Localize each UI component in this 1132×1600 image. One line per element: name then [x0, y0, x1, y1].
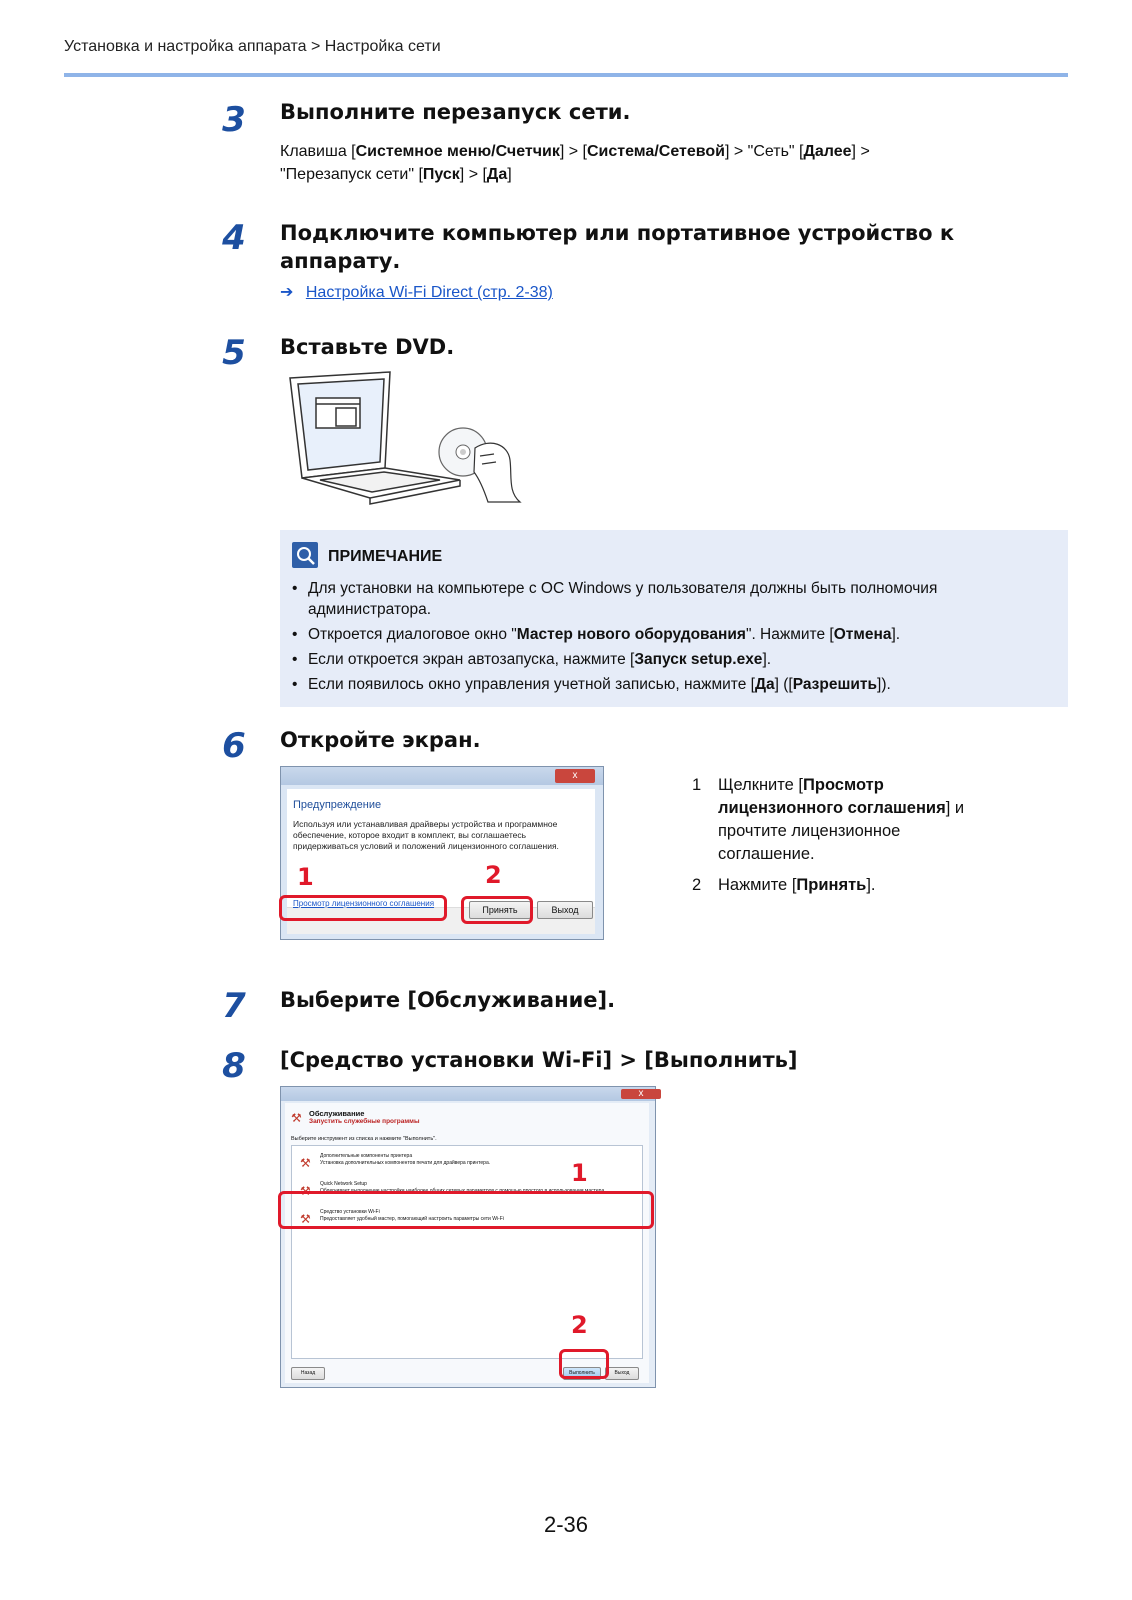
highlight-run-button [559, 1349, 609, 1379]
license-dialog [280, 766, 604, 940]
step-3-instructions: Клавиша [Системное меню/Счетчик] > [Система/Сетевой] > "Сеть" [Далее] > "Перезапуск сети" [Пуск] > [Да] [280, 143, 870, 183]
page-number: 2-36 [543, 1512, 589, 1537]
note-item: • Откроется диалоговое окно "Мастер нового оборудования". Нажмите [Отмена]. [290, 624, 1050, 645]
header-rule [64, 73, 1068, 77]
license-link[interactable]: Просмотр лицензионного соглашения [293, 899, 435, 908]
exit-button[interactable]: Выход [605, 1367, 639, 1380]
exit-button[interactable]: Выход [537, 901, 593, 919]
tools-icon: ⚒ [291, 1111, 302, 1125]
dialog-instruction: Выберите инструмент из списка и нажмите "Выполнить". [291, 1136, 437, 1142]
hand-icon [474, 443, 520, 502]
close-button[interactable]: x [555, 769, 595, 783]
callout-2: 2 [571, 1311, 588, 1339]
accept-button[interactable]: Принять [469, 901, 531, 919]
arrow-right-icon: ➔ [280, 284, 294, 301]
dialog-heading: Обслуживание [309, 1109, 365, 1118]
laptop-dvd-illustration [280, 368, 530, 508]
tool-desc: Предоставляет удобный мастер, помогающий настроить параметры сети Wi-Fi [320, 1216, 504, 1222]
note-title: ПРИМЕЧАНИЕ [328, 548, 443, 565]
step-6-title: Откройте экран. [280, 728, 481, 752]
back-button[interactable]: Назад [291, 1367, 325, 1380]
tool-desc: Установка дополнительных компонентов печати для драйвера принтера. [320, 1160, 491, 1166]
callout-1: 1 [571, 1159, 588, 1187]
note-list [290, 578, 1050, 699]
step-6-instructions: 1 Щелкните [Просмотр лицензионного соглашения] и прочтите лицензионное соглашение. 2 Нажмите [Принять]. [692, 776, 965, 894]
tool-name: Средство установки Wi-Fi [320, 1209, 380, 1215]
note-item: • Если появилось окно управления учетной записью, нажмите [Да] ([Разрешить]). [290, 674, 1050, 695]
list-item[interactable] [292, 1150, 642, 1174]
note-item: • Для установки на компьютере с ОС Windows у пользователя должны быть полномочия администратора. [290, 578, 1050, 620]
tools-icon: ⚒ [300, 1156, 311, 1170]
maintenance-dialog [280, 1086, 656, 1388]
step-5-number: 5 [222, 333, 246, 373]
tool-name: Quick Network Setup [320, 1181, 367, 1187]
breadcrumb: Установка и настройка аппарата > Настройка сети [64, 38, 441, 55]
laptop-icon [290, 372, 460, 504]
tool-name: Дополнительные компоненты принтера [320, 1153, 413, 1159]
tool-list [291, 1145, 643, 1359]
callout-2: 2 [485, 861, 502, 889]
step-4-title: Подключите компьютер или портативное устройство к аппарату. [280, 221, 955, 273]
highlight-wifi-tool [278, 1191, 654, 1229]
step-6-number: 6 [222, 726, 246, 766]
step-8-number: 8 [222, 1046, 246, 1086]
dialog-content [285, 1103, 649, 1383]
callout-1: 1 [297, 863, 314, 891]
dialog-heading: Предупреждение [293, 799, 382, 811]
dialog-subheading: Запустить служебные программы [309, 1118, 420, 1125]
wifi-direct-link[interactable]: Настройка Wi-Fi Direct (стр. 2-38) [305, 284, 553, 301]
dialog-text: Используя или устанавливая драйверы устройства и программное обеспечение, которое входит в комплект, вы соглашаетесь придерживаться условий и положений лицензионного соглашения. [293, 819, 559, 851]
tools-icon: ⚒ [300, 1212, 311, 1226]
highlight-license-link [279, 895, 447, 921]
run-button[interactable]: Выполнить [563, 1367, 601, 1380]
note-item: • Если откроется экран автозапуска, нажмите [Запуск setup.exe]. [290, 649, 1050, 670]
step-3-number: 3 [222, 100, 246, 140]
tool-desc: Облегчивает выполнение настройки наиболее общих сетевых параметров с помощью простого в использовании мастера. [320, 1188, 606, 1194]
step-4-link-row [280, 282, 553, 302]
highlight-accept-button [461, 896, 533, 924]
note-box [280, 530, 1068, 707]
step-3-title: Выполните перезапуск сети. [280, 100, 631, 124]
close-button[interactable]: x [621, 1089, 661, 1099]
step-7-title: Выберите [Обслуживание]. [280, 988, 616, 1012]
step-7-number: 7 [222, 986, 246, 1026]
tools-icon: ⚒ [300, 1184, 311, 1198]
note-icon [292, 542, 318, 568]
step-5-title: Вставьте DVD. [280, 335, 455, 359]
dialog-titlebar [281, 1087, 655, 1101]
step-8-title: [Средство установки Wi-Fi] > [Выполнить] [280, 1048, 798, 1072]
step-4-number: 4 [222, 218, 246, 258]
